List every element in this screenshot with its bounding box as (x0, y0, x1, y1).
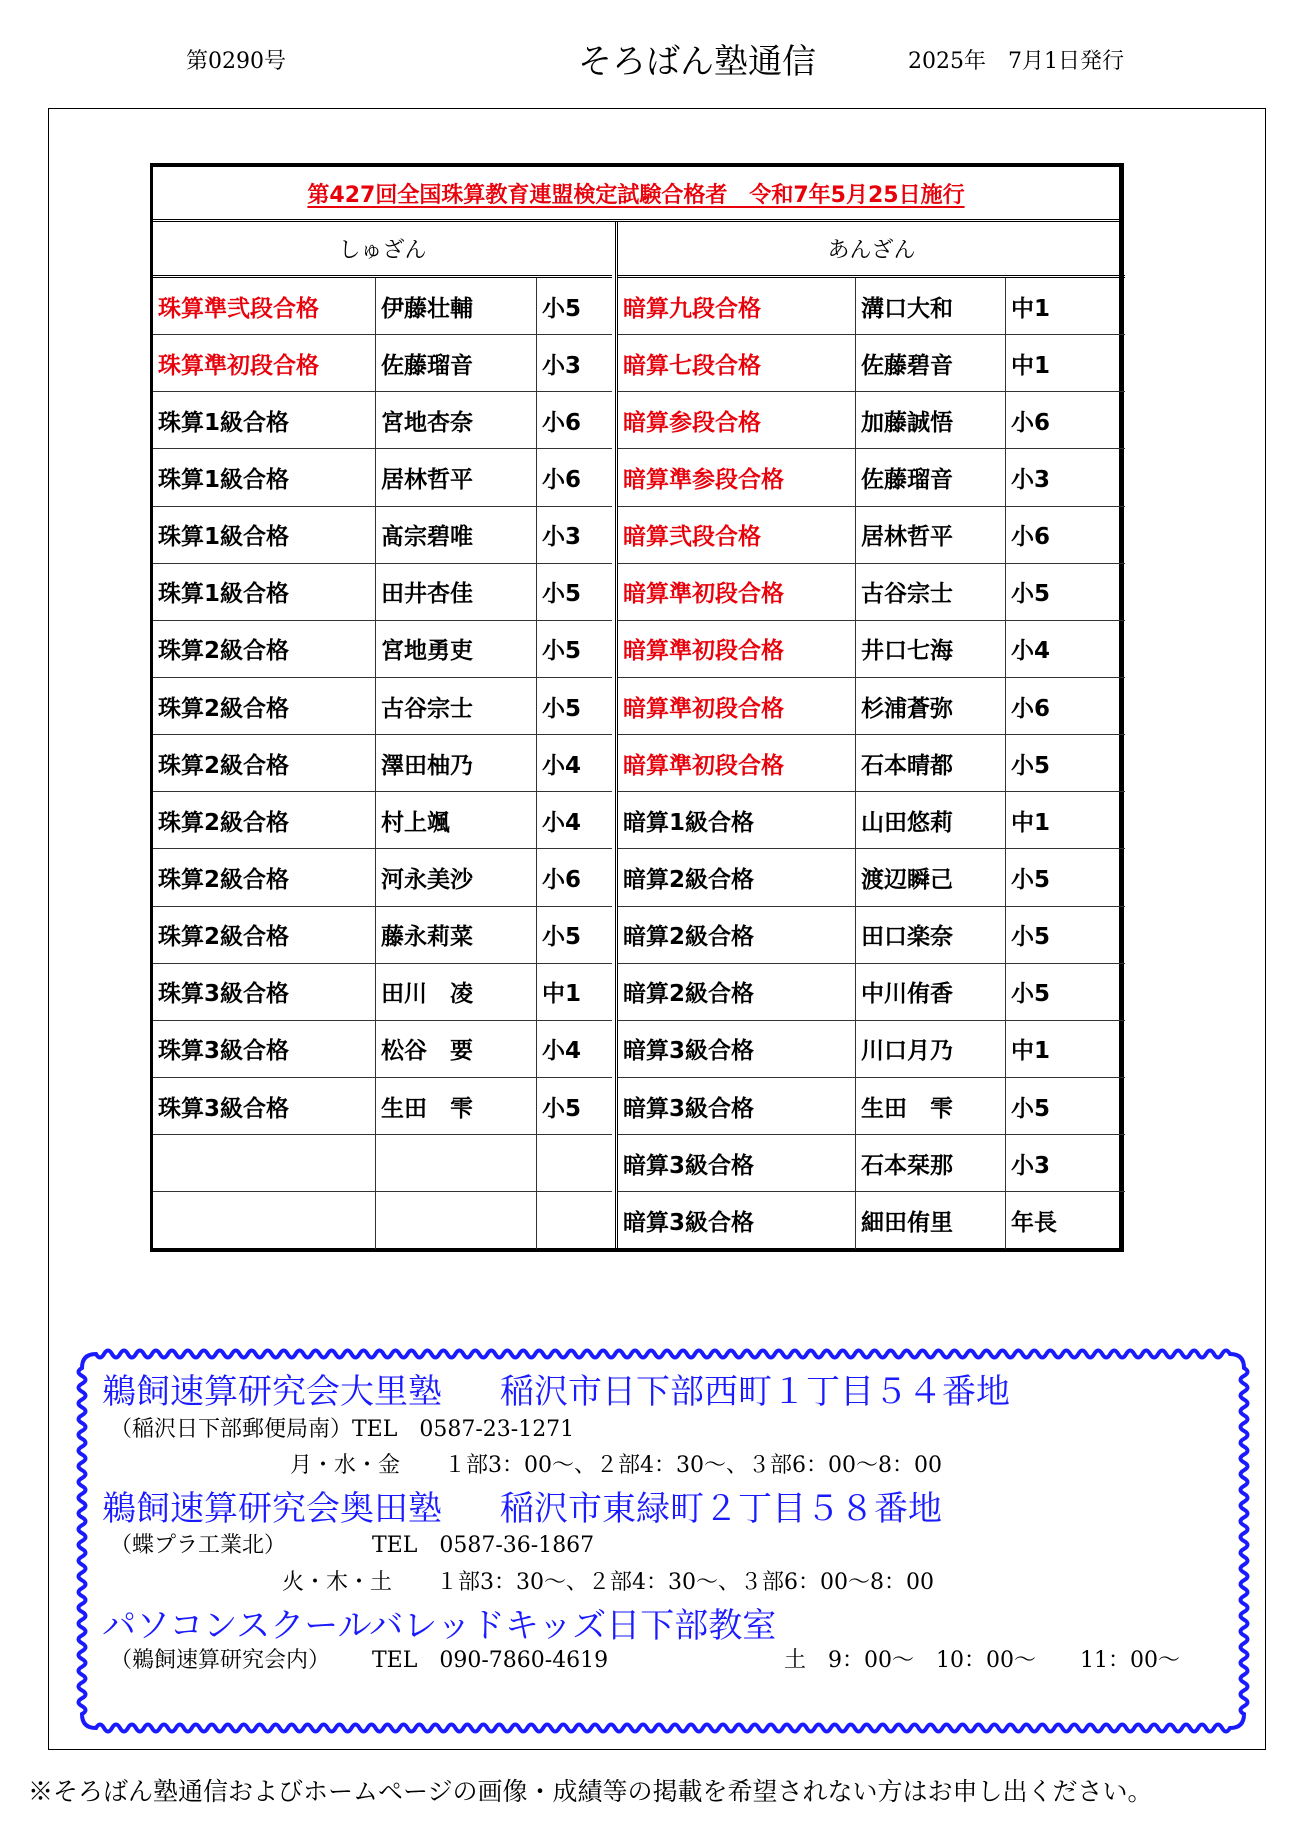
grade-cell: 珠算1級合格 (153, 449, 376, 505)
name-cell: 山田悠莉 (856, 792, 1006, 848)
table-row (618, 278, 1125, 335)
issue-date: 2025年 7月1日発行 (908, 49, 1124, 74)
table-row (153, 1135, 612, 1192)
table-row (618, 621, 1125, 678)
grade-cell: 暗算参段合格 (618, 392, 856, 448)
results-table (150, 163, 1124, 1252)
grade-cell: 暗算準初段合格 (618, 735, 856, 791)
school3-landmark: （鵜飼速算研究会内） (110, 1648, 331, 1673)
name-cell: 佐藤瑠音 (376, 335, 537, 391)
year-cell: 小5 (1011, 581, 1051, 608)
grade-cell (153, 1135, 376, 1191)
year-cell: 小3 (542, 524, 582, 551)
issue-number: 第0290号 (186, 49, 286, 74)
grade-cell: 暗算準初段合格 (618, 621, 856, 677)
name-cell: 河永美沙 (376, 849, 537, 905)
table-row (618, 1192, 1125, 1249)
name-cell: 生田 雫 (376, 1078, 537, 1134)
year-cell: 中1 (1011, 809, 1051, 836)
year-cell: 小5 (1011, 924, 1051, 951)
name-cell: 佐藤瑠音 (856, 449, 1006, 505)
table-row (618, 907, 1125, 964)
grade-cell: 珠算2級合格 (153, 849, 376, 905)
year-cell: 小4 (542, 752, 582, 779)
year-cell: 小5 (542, 581, 582, 608)
table-row (618, 1021, 1125, 1078)
year-cell: 小3 (1011, 466, 1051, 493)
table-row (153, 392, 612, 449)
school3-name: パソコンスクールバレッドキッズ日下部教室 (102, 1606, 777, 1646)
name-cell: 田口楽奈 (856, 907, 1006, 963)
name-cell: 石本栞那 (856, 1135, 1006, 1191)
school1-landmark: （稲沢日下部郵便局南）TEL 0587-23-1271 (110, 1417, 575, 1442)
name-cell: 古谷宗士 (376, 678, 537, 734)
year-cell: 小6 (542, 466, 582, 493)
name-cell: 田井杏佳 (376, 564, 537, 620)
grade-cell: 珠算1級合格 (153, 507, 376, 563)
grade-cell: 暗算3級合格 (618, 1135, 856, 1191)
table-row (153, 1078, 612, 1135)
name-cell: 川口月乃 (856, 1021, 1006, 1077)
grade-cell: 珠算準弐段合格 (153, 278, 376, 334)
grade-cell: 暗算3級合格 (618, 1021, 856, 1077)
results-title-text: 第427回全国珠算教育連盟検定試験合格者 令和7年5月25日施行 (307, 182, 965, 208)
year-cell: 小5 (542, 695, 582, 722)
grade-cell: 暗算準初段合格 (618, 564, 856, 620)
year-cell: 小4 (542, 809, 582, 836)
grade-cell: 珠算3級合格 (153, 964, 376, 1020)
table-row (153, 792, 612, 849)
grade-cell: 暗算3級合格 (618, 1078, 856, 1134)
year-cell: 中1 (1011, 1038, 1051, 1065)
year-cell: 小3 (1011, 1152, 1051, 1179)
shuzan-heading: しゅざん (153, 222, 612, 278)
table-row (153, 735, 612, 792)
anzan-rows (618, 278, 1125, 1249)
name-cell: 居林哲平 (376, 449, 537, 505)
grade-cell: 暗算弐段合格 (618, 507, 856, 563)
year-cell: 小4 (542, 1038, 582, 1065)
grade-cell (153, 1192, 376, 1249)
anzan-column (615, 222, 1125, 1249)
grade-cell: 珠算2級合格 (153, 678, 376, 734)
grade-cell: 暗算3級合格 (618, 1192, 856, 1249)
name-cell: 加藤誠悟 (856, 392, 1006, 448)
table-row (153, 621, 612, 678)
year-cell: 小5 (542, 295, 582, 322)
grade-cell: 暗算七段合格 (618, 335, 856, 391)
name-cell: 中川侑香 (856, 964, 1006, 1020)
year-cell: 小3 (542, 352, 582, 379)
year-cell: 中1 (1011, 352, 1051, 379)
year-cell: 小6 (542, 866, 582, 893)
name-cell: 田川 凌 (376, 964, 537, 1020)
shuzan-rows (153, 278, 612, 1249)
table-row (153, 1021, 612, 1078)
school1-schedule: 月・水・金 １部3：00〜、２部4：30〜、３部6：00〜8：00 (290, 1453, 942, 1478)
name-cell: 宮地勇吏 (376, 621, 537, 677)
table-row (153, 849, 612, 906)
grade-cell: 珠算1級合格 (153, 392, 376, 448)
name-cell: 松谷 要 (376, 1021, 537, 1077)
year-cell: 小5 (1011, 752, 1051, 779)
school2-tel: TEL 0587-36-1867 (372, 1533, 595, 1558)
table-row (153, 564, 612, 621)
year-cell: 年長 (1011, 1210, 1057, 1237)
grade-cell: 珠算1級合格 (153, 564, 376, 620)
table-row (618, 735, 1125, 792)
school1-name: 鵜飼速算研究会大里塾 (102, 1372, 442, 1412)
table-row (153, 335, 612, 392)
name-cell: 宮地杏奈 (376, 392, 537, 448)
newsletter-title: そろばん塾通信 (578, 42, 816, 82)
school1-address: 稲沢市日下部西町１丁目５４番地 (500, 1372, 1010, 1412)
anzan-heading: あんざん (618, 222, 1125, 278)
name-cell: 渡辺瞬己 (856, 849, 1006, 905)
name-cell: 石本晴都 (856, 735, 1006, 791)
grade-cell: 珠算2級合格 (153, 792, 376, 848)
grade-cell: 珠算3級合格 (153, 1021, 376, 1077)
contact-box (76, 1348, 1250, 1734)
grade-cell: 珠算2級合格 (153, 735, 376, 791)
table-row (618, 1135, 1125, 1192)
year-cell: 小5 (1011, 981, 1051, 1008)
table-row (153, 507, 612, 564)
school2-address: 稲沢市東緑町２丁目５８番地 (500, 1489, 942, 1529)
table-row (618, 678, 1125, 735)
year-cell: 中1 (1011, 295, 1051, 322)
table-row (153, 678, 612, 735)
table-row (153, 907, 612, 964)
name-cell: 藤永莉菜 (376, 907, 537, 963)
school3-tel: TEL 090-7860-4619 (372, 1648, 609, 1673)
grade-cell: 珠算2級合格 (153, 621, 376, 677)
year-cell: 小6 (1011, 524, 1051, 551)
name-cell: 溝口大和 (856, 278, 1006, 334)
year-cell: 中1 (542, 981, 582, 1008)
table-row (618, 792, 1125, 849)
name-cell (376, 1192, 537, 1249)
table-row (153, 278, 612, 335)
year-cell: 小6 (1011, 695, 1051, 722)
name-cell: 澤田柚乃 (376, 735, 537, 791)
table-row (618, 564, 1125, 621)
name-cell (376, 1135, 537, 1191)
table-row (153, 964, 612, 1021)
grade-cell: 暗算九段合格 (618, 278, 856, 334)
table-row (618, 507, 1125, 564)
grade-cell: 珠算3級合格 (153, 1078, 376, 1134)
year-cell: 小6 (542, 409, 582, 436)
table-row (618, 964, 1125, 1021)
year-cell: 小5 (1011, 1095, 1051, 1122)
grade-cell: 暗算準参段合格 (618, 449, 856, 505)
table-row (618, 849, 1125, 906)
grade-cell: 珠算2級合格 (153, 907, 376, 963)
table-row (618, 335, 1125, 392)
school2-name: 鵜飼速算研究会奥田塾 (102, 1489, 442, 1529)
table-row (618, 392, 1125, 449)
grade-cell: 暗算2級合格 (618, 964, 856, 1020)
results-title (153, 167, 1119, 222)
grade-cell: 暗算1級合格 (618, 792, 856, 848)
table-row (153, 449, 612, 506)
year-cell: 小5 (542, 638, 582, 665)
grade-cell: 暗算2級合格 (618, 849, 856, 905)
shuzan-column (153, 222, 612, 1249)
year-cell (537, 1192, 612, 1249)
school2-schedule: 火・木・土 １部3：30〜、２部4：30〜、３部6：00〜8：00 (282, 1570, 934, 1595)
school3-schedule: 土 9：00〜 10：00〜 11：00〜 (784, 1648, 1180, 1673)
name-cell: 伊藤壮輔 (376, 278, 537, 334)
year-cell: 小6 (1011, 409, 1051, 436)
grade-cell: 暗算2級合格 (618, 907, 856, 963)
footnote: ※そろばん塾通信およびホームページの画像・成績等の掲載を希望されない方はお申し出ください。 (28, 1777, 1153, 1806)
year-cell: 小5 (542, 924, 582, 951)
name-cell: 古谷宗士 (856, 564, 1006, 620)
school2-landmark: （蝶プラ工業北） (110, 1533, 287, 1558)
year-cell: 小4 (1011, 638, 1051, 665)
grade-cell: 珠算準初段合格 (153, 335, 376, 391)
year-cell: 小5 (542, 1095, 582, 1122)
table-row (153, 1192, 612, 1249)
grade-cell: 暗算準初段合格 (618, 678, 856, 734)
name-cell: 髙宗碧唯 (376, 507, 537, 563)
year-cell: 小5 (1011, 866, 1051, 893)
year-cell (537, 1135, 612, 1191)
table-row (618, 1078, 1125, 1135)
name-cell: 佐藤碧音 (856, 335, 1006, 391)
name-cell: 居林哲平 (856, 507, 1006, 563)
name-cell: 細田侑里 (856, 1192, 1006, 1249)
name-cell: 村上颯 (376, 792, 537, 848)
table-row (618, 449, 1125, 506)
name-cell: 生田 雫 (856, 1078, 1006, 1134)
name-cell: 杉浦蒼弥 (856, 678, 1006, 734)
name-cell: 井口七海 (856, 621, 1006, 677)
